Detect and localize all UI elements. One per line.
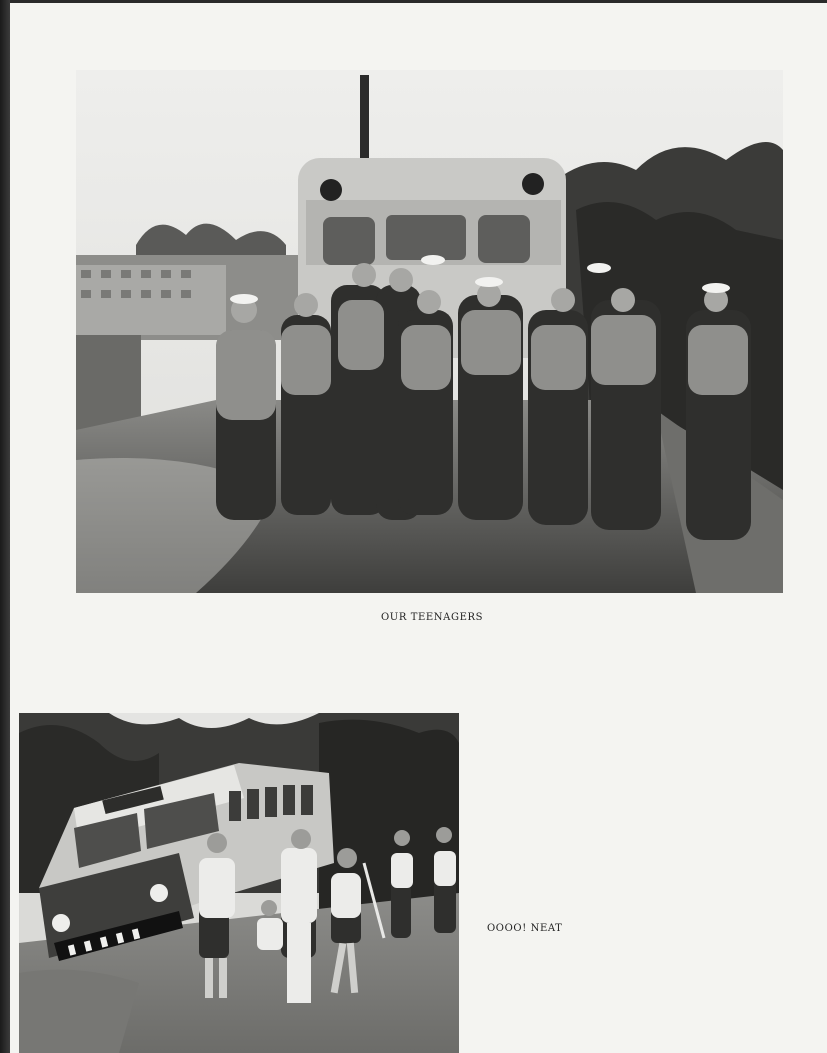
photo-bus-stuck — [19, 713, 459, 1053]
photo-teenagers-image — [76, 70, 783, 593]
photo-teenagers — [76, 70, 783, 593]
caption-oooo-neat: OOOO! NEAT — [487, 923, 563, 934]
binding-edge — [0, 0, 10, 1053]
photo-bus-stuck-image — [19, 713, 459, 1053]
caption-our-teenagers: OUR TEENAGERS — [381, 612, 484, 623]
album-page — [10, 3, 827, 1053]
